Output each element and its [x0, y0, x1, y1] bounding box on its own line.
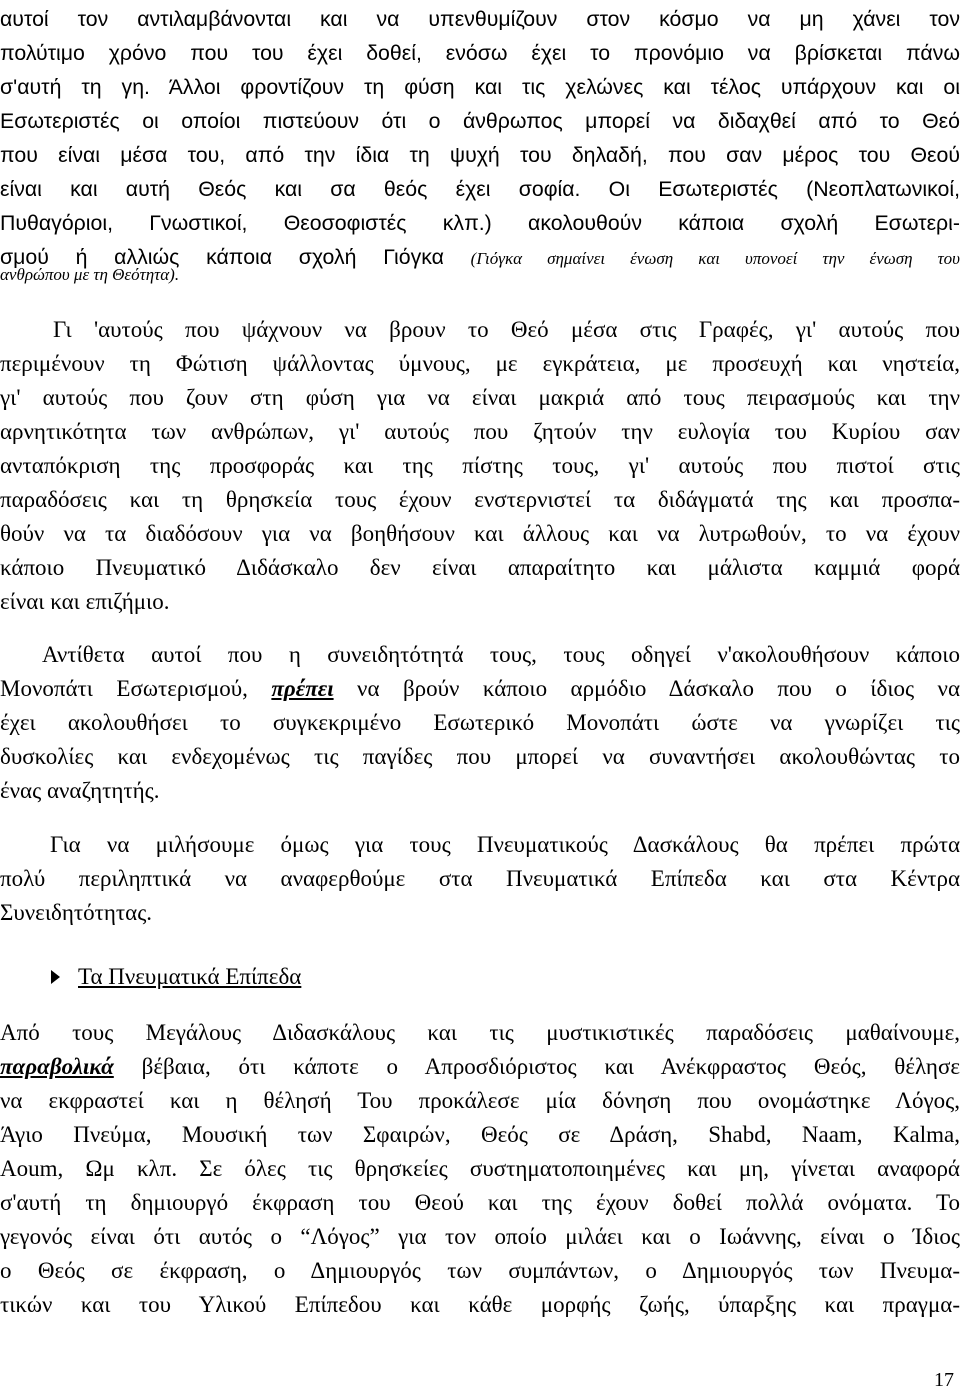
paragraph-line: έχει ακολουθήσει το συγκεκριμένο Εσωτερικό Μονοπάτι ώστε να γνωρίζει τις: [0, 710, 960, 735]
paragraph-line: Γι 'αυτούς που ψάχνουν να βρουν το Θεό μέσα στις Γραφές, γι' αυτούς που: [53, 317, 960, 342]
paragraph-line: Για να μιλήσουμε όμως για τους Πνευματικούς Δασκάλους θα πρέπει πρώτα: [50, 832, 960, 857]
paragraph-line: είναι και επιζήμιο.: [0, 589, 170, 614]
paragraph-line: ο Θεός σε έκφραση, ο Δημιουργός των συμπάντων, ο Δημιουργός των Πνευμα-: [0, 1258, 960, 1283]
paragraph-line: Από τους Μεγάλους Διδασκάλους και τις μυστικιστικές παραδόσεις μαθαίνουμε,: [0, 1020, 960, 1045]
paragraph-line: περιμένουν τη Φώτιση ψάλλοντας ύμνους, με εγκράτεια, με προσευχή και νηστεία,: [0, 351, 960, 376]
paragraph-line: σ'αυτή τη δημιουργό έκφραση του Θεού και της έχουν δοθεί πολλά ονόματα. Το: [0, 1190, 960, 1215]
page-number: 17: [934, 1369, 954, 1391]
emphasis-parabolically: παραβολικά: [0, 1054, 114, 1079]
paragraph-text: σμού ή αλλιώς κάποια σχολή Γιόγκα: [0, 245, 444, 269]
paragraph-line: γι' αυτούς που ζουν στη φύση για να είναι μακριά από τους πειρασμούς και την: [0, 385, 960, 410]
paragraph-line: Aoum, Ωμ κλπ. Σε όλες τις θρησκείες συστηματοποιημένες και μη, γίνεται αναφορά: [0, 1156, 960, 1181]
paragraph-line: ανταπόκριση της προσφοράς και της πίστης τους, γι' αυτούς που πιστοί στις: [0, 453, 960, 478]
paragraph-line: δυσκολίες και ενδεχομένως τις παγίδες που μπορεί να συναντήσει ακολουθώντας το: [0, 744, 960, 769]
paragraph-line: είναι και αυτή Θεός και σα θεός έχει σοφία. Οι Εσωτεριστές (Νεοπλατωνικοί,: [0, 177, 960, 201]
yoga-note: (Γιόγκα σημαίνει ένωση και υπονοεί την ένωση του: [470, 249, 960, 268]
paragraph-line: θούν να τα διαδόσουν για να βοηθήσουν και άλλους και να λυτρωθούν, το να έχουν: [0, 521, 960, 546]
section-heading: [51, 960, 301, 994]
paragraph-line: [0, 672, 960, 706]
paragraph-text: Μονοπάτι Εσωτερισμού,: [0, 676, 248, 701]
paragraph-line: πολύτιμο χρόνο που του έχει δοθεί, ενόσω έχει το προνόμιο να βρίσκεται πάνω: [0, 41, 960, 65]
paragraph-line: Αντίθετα αυτοί που η συνειδητότητά τους, τους οδηγεί ν'ακολουθήσουν κάποιο: [42, 642, 960, 667]
paragraph-line: Άγιο Πνεύμα, Μουσική των Σφαιρών, Θεός σε Δράση, Shabd, Naam, Kalma,: [0, 1122, 960, 1147]
paragraph-line: που είναι μέσα του, από την ίδια τη ψυχή του δηλαδή, που σαν μέρος του Θεού: [0, 143, 960, 167]
paragraph-line: τικών και του Υλικού Επίπεδου και κάθε μορφής ζωής, ύπαρξης και πραγμα-: [0, 1292, 960, 1317]
paragraph-line: αυτοί τον αντιλαμβάνονται και να υπενθυμίζουν στον κόσμο να μη χάνει τον: [0, 7, 960, 31]
paragraph-line: γεγονός είναι ότι αυτός ο “Λόγος” για τον οποίο μιλάει και ο Ιωάννης, είναι ο Ίδιος: [0, 1224, 960, 1249]
emphasis-must: πρέπει: [271, 676, 334, 701]
paragraph-line: [0, 1050, 960, 1084]
yoga-note-continued: ανθρώπου με τη Θεότητα).: [0, 265, 180, 284]
paragraph-line: να εκφραστεί και η θέλησή Του προκάλεσε μία δόνηση που ονομάστηκε Λόγος,: [0, 1088, 960, 1113]
paragraph-line: αρνητικότητα των ανθρώπων, γι' αυτούς που ζητούν την ευλογία του Κυρίου σαν: [0, 419, 960, 444]
paragraph-line: σ'αυτή τη γη. Άλλοι φροντίζουν τη φύση και τις χελώνες και τέλος υπάρχουν και οι: [0, 75, 960, 99]
paragraph-line: ένας αναζητητής.: [0, 778, 160, 803]
paragraph-text: βέβαια, ότι κάποτε ο Απροσδιόριστος και Ανέκφραστος Θεός, θέλησε: [141, 1054, 960, 1079]
paragraph-line: Εσωτεριστές οι οποίοι πιστεύουν ότι ο άνθρωπος μπορεί να διδαχθεί από το Θεό: [0, 109, 960, 133]
paragraph-text: να βρούν κάποιο αρμόδιο Δάσκαλο που ο ίδιος να: [357, 676, 960, 701]
paragraph-line: Συνειδητότητας.: [0, 900, 153, 925]
arrow-right-icon: [51, 970, 60, 984]
paragraph-line: πολύ περιληπτικά να αναφερθούμε στα Πνευματικά Επίπεδα και στα Κέντρα: [0, 866, 960, 891]
section-heading-text: Τα Πνευματικά Επίπεδα: [78, 964, 302, 989]
paragraph-line: παραδόσεις και τη θρησκεία τους έχουν ενστερνιστεί τα διδάγματά της και προσπα-: [0, 487, 960, 512]
paragraph-line: κάποιο Πνευματικό Διδάσκαλο δεν είναι απαραίτητο και μάλιστα καμμιά φορά: [0, 555, 960, 580]
paragraph-line: Πυθαγόριοι, Γνωστικοί, Θεοσοφιστές κλπ.) ακολουθούν κάποια σχολή Εσωτερι-: [0, 211, 960, 235]
